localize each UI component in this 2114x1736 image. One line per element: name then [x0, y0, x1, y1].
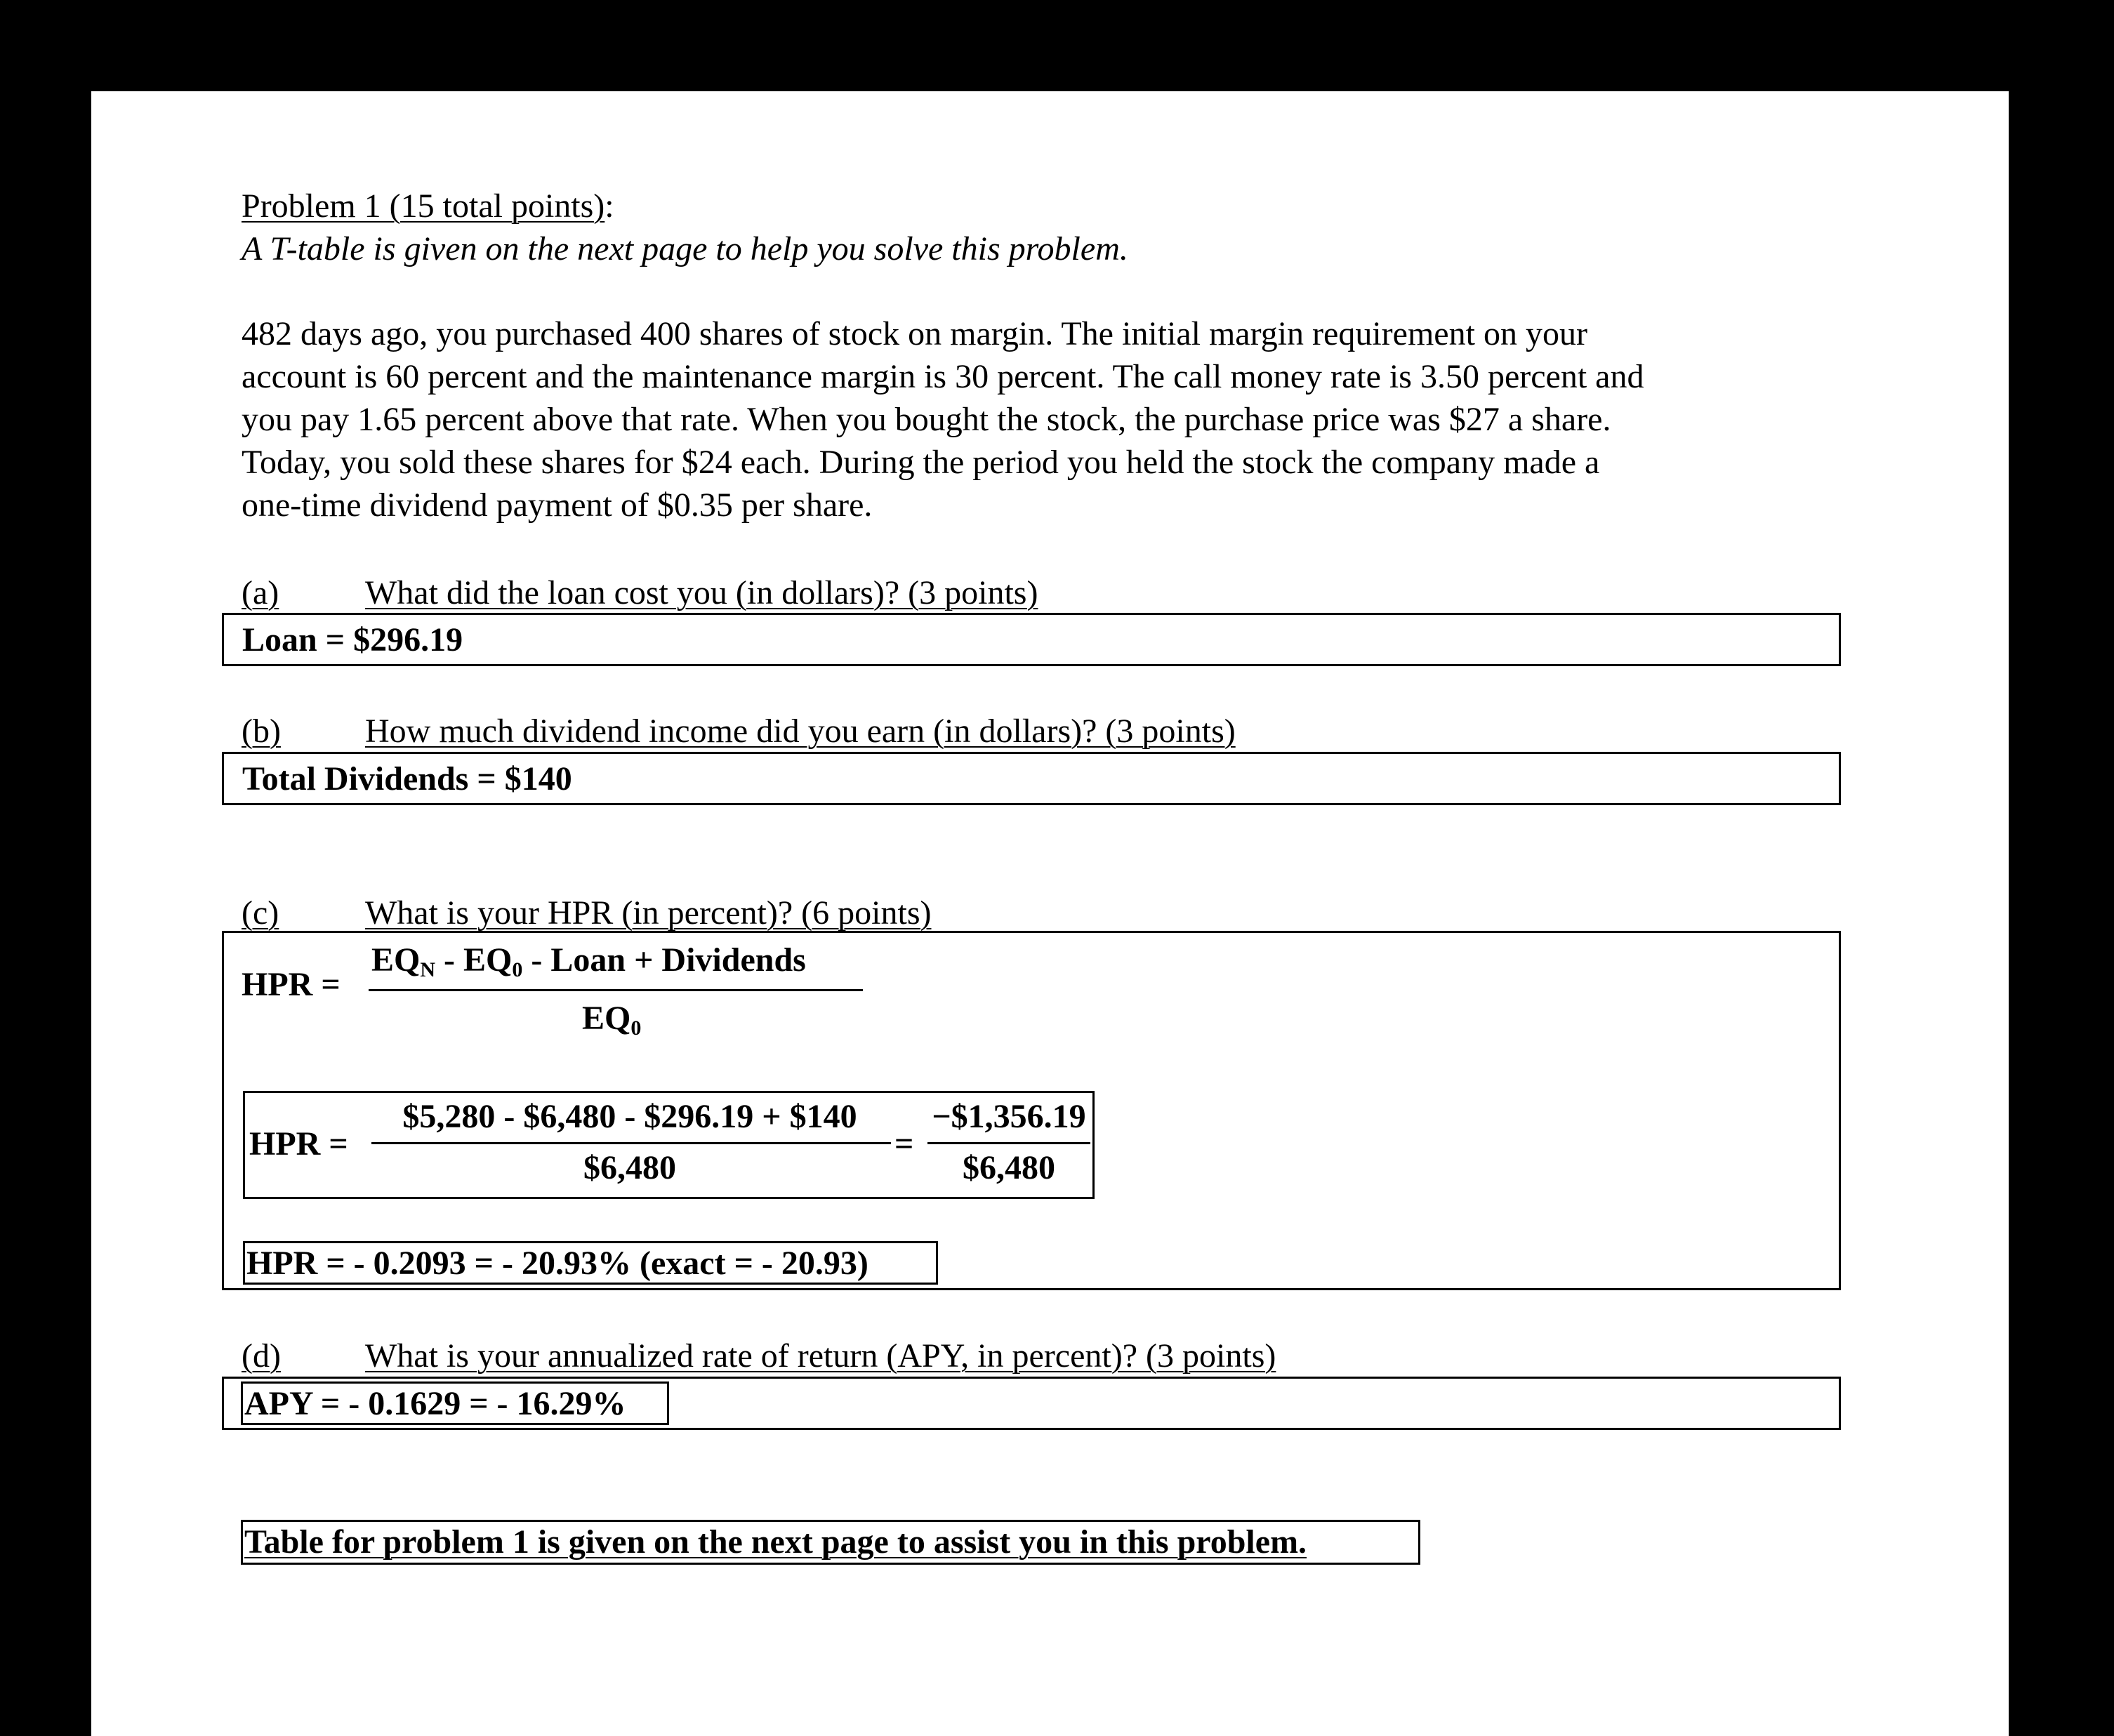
formula-den-sub: 0 [630, 1016, 642, 1040]
statement-line: you pay 1.65 percent above that rate. When you bought the stock, the purchase price was $27 a share. [242, 401, 1611, 438]
calc-lhs: HPR = [249, 1125, 348, 1162]
formula-sub-n: N [420, 958, 436, 981]
part-a-question: What did the loan cost you (in dollars)? (3 points) [365, 574, 1038, 611]
calc-numerator: $5,280 - $6,480 - $296.19 + $140 [402, 1098, 857, 1135]
calc-result-numerator: −$1,356.19 [932, 1098, 1086, 1135]
t-table-note: A T-table is given on the next page to help you solve this problem. [242, 230, 1128, 267]
part-c-label: (c) [242, 894, 279, 932]
calc-result-denominator: $6,480 [963, 1149, 1055, 1186]
statement-line: one-time dividend payment of $0.35 per share. [242, 486, 873, 524]
part-d-label: (d) [242, 1337, 281, 1374]
part-c-question: What is your HPR (in percent)? (6 points) [365, 894, 932, 932]
calc-result-fraction-line [927, 1142, 1090, 1144]
part-c-answer-box [222, 931, 1841, 1290]
part-b-label: (b) [242, 713, 281, 750]
part-b-answer: Total Dividends = $140 [242, 760, 572, 797]
statement-line: Today, you sold these shares for $24 each. During the period you held the stock the company made a [242, 444, 1600, 481]
formula-numerator [371, 940, 806, 990]
apy-result: APY = - 0.1629 = - 16.29% [244, 1385, 626, 1422]
part-d-answer-box [222, 1377, 1841, 1430]
part-b-question: How much dividend income did you earn (in dollars)? (3 points) [365, 713, 1236, 750]
formula-eq-0: - EQ [435, 941, 513, 979]
formula-loan-dividends: - Loan + Dividends [522, 941, 806, 979]
formula-eq-n: EQ [371, 941, 421, 979]
problem-title-text: Problem 1 (15 total points) [242, 187, 605, 225]
part-a-answer: Loan = $296.19 [242, 621, 463, 658]
problem-title [242, 186, 614, 227]
hpr-calculation-box [243, 1091, 1095, 1199]
part-a-label: (a) [242, 574, 279, 611]
formula-lhs: HPR = [242, 966, 341, 1003]
formula-fraction-line [369, 989, 863, 991]
hpr-result: HPR = - 0.2093 = - 20.93% (exact = - 20.93) [246, 1245, 868, 1282]
formula-sub-0: 0 [512, 958, 523, 981]
footer-note: Table for problem 1 is given on the next page to assist you in this problem. [244, 1523, 1307, 1561]
calc-denominator: $6,480 [583, 1149, 676, 1186]
statement-line: 482 days ago, you purchased 400 shares of stock on margin. The initial margin requirement on your [242, 315, 1587, 352]
part-a-answer-box [222, 613, 1841, 666]
part-d-question: What is your annualized rate of return (APY, in percent)? (3 points) [365, 1337, 1276, 1374]
document-page [91, 91, 2009, 1736]
calc-fraction-line [371, 1142, 891, 1144]
hpr-result-box [243, 1241, 938, 1285]
problem-title-colon: : [605, 187, 614, 225]
formula-denominator [582, 998, 641, 1049]
part-b-answer-box [222, 752, 1841, 805]
statement-line: account is 60 percent and the maintenance margin is 30 percent. The call money rate is 3.50 percent and [242, 358, 1644, 395]
problem-statement [242, 312, 1644, 526]
footer-note-box [241, 1520, 1420, 1565]
formula-den-eq: EQ [582, 1000, 631, 1037]
apy-result-box [241, 1381, 669, 1425]
calc-equals: = [894, 1125, 914, 1162]
